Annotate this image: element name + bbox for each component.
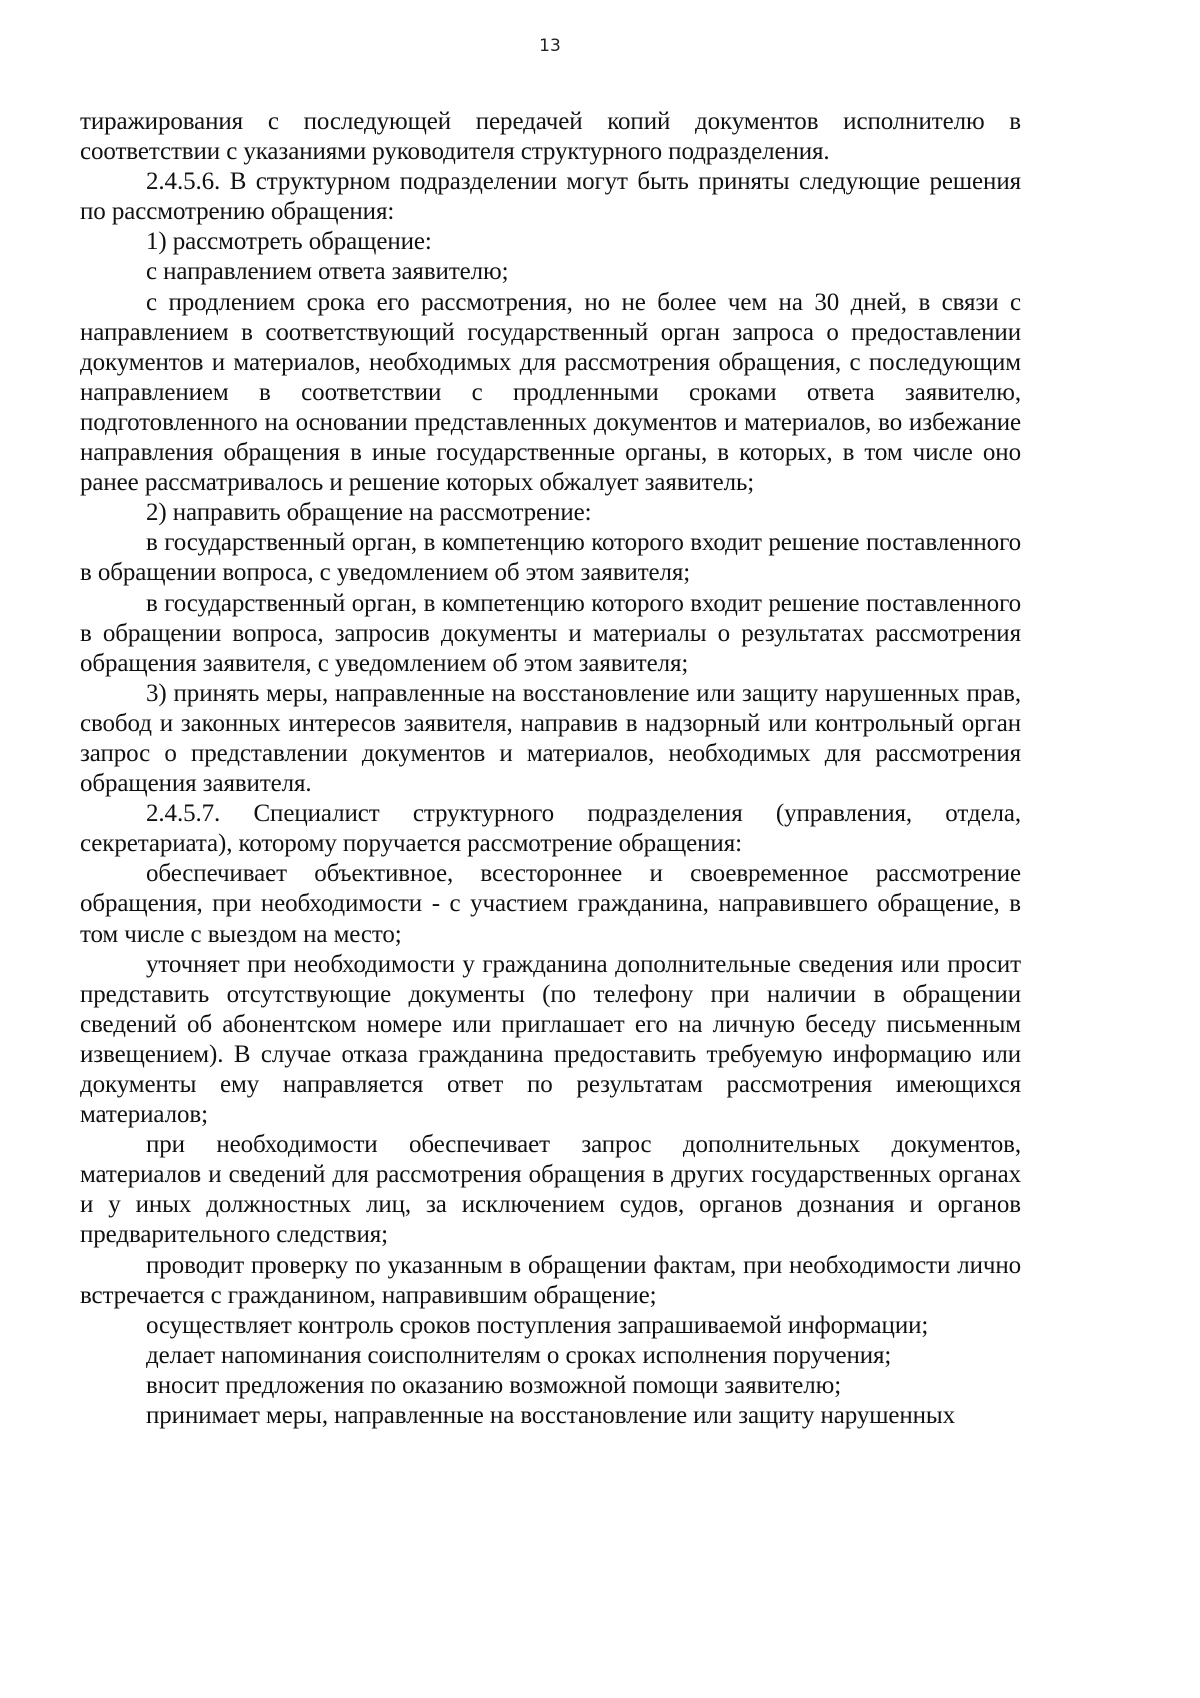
paragraph: в государственный орган, в компетенцию которого входит решение поставленного в обращении вопроса, запросив документы и материалы о результатах рассмотрения обращения заявителя, с уведомлением об этом заявителя;: [80, 589, 1021, 677]
paragraph: при необходимости обеспечивает запрос дополнительных документов, материалов и сведений для рассмотрения обращения в других государственных органах и у иных должностных лиц, за исключением судов, органов дознания и органов предварительного следствия;: [80, 1131, 1021, 1249]
paragraph: 3) принять меры, направленные на восстановление или защиту нарушенных прав, свобод и законных интересов заявителя, направив в надзорный или контрольный орган запрос о представлении документов и материалов, необходимых для рассмотрения обращения заявителя.: [80, 679, 1021, 798]
page-number: 13: [539, 36, 561, 56]
paragraph: вносит предложения по оказанию возможной помощи заявителю;: [146, 1371, 842, 1399]
paragraph: обеспечивает объективное, всестороннее и своевременное рассмотрение обращения, при необходимости - с участием гражданина, направившего обращение, в том числе с выездом на место;: [80, 860, 1021, 948]
document-body: [80, 107, 1021, 1431]
paragraph: уточняет при необходимости у гражданина дополнительные сведения или просит представить отсутствующие документы (по телефону при наличии в обращении сведений об абонентском номере или приглашает его на личную беседу письменным извещением). В случае отказа гражданина предоставить требуемую информацию или документы ему направляется ответ по результатам рассмотрения имеющихся материалов;: [80, 950, 1021, 1129]
paragraph: 1) рассмотреть обращение:: [146, 228, 432, 256]
paragraph: тиражирования с последующей передачей копий документов исполнителю в соответствии с указаниями руководителя структурного подразделения.: [80, 108, 1021, 166]
paragraph: делает напоминания соисполнителям о сроках исполнения поручения;: [146, 1341, 892, 1369]
paragraph: с продлением срока его рассмотрения, но не более чем на 30 дней, в связи с направлением в соответствующий государственный орган запроса о предоставлении документов и материалов, необходимых для рассмотрения обращения, с последующим направлением в соответствии с продленными сроками ответа заявителю, подготовленного на основании представленных документов и материалов, во избежание направления обращения в иные государственные органы, в которых, в том числе оно ранее рассматривалось и решение которых обжалует заявитель;: [80, 288, 1021, 497]
paragraph: 2.4.5.6. В структурном подразделении могут быть приняты следующие решения по рассмотрению обращения:: [80, 168, 1021, 226]
paragraph: осуществляет контроль сроков поступления запрашиваемой информации;: [146, 1311, 929, 1339]
paragraph: 2.4.5.7. Специалист структурного подразделения (управления, отдела, секретариата), которому поручается рассмотрение обращения:: [80, 800, 1021, 858]
paragraph: в государственный орган, в компетенцию которого входит решение поставленного в обращении вопроса, с уведомлением об этом заявителя;: [80, 529, 1021, 587]
paragraph: 2) направить обращение на рассмотрение:: [146, 499, 592, 527]
paragraph: с направлением ответа заявителю;: [146, 258, 509, 286]
paragraph: принимает меры, направленные на восстановление или защиту нарушенных: [146, 1402, 956, 1430]
paragraph: проводит проверку по указанным в обращении фактам, при необходимости лично встречается с гражданином, направившим обращение;: [80, 1251, 1021, 1309]
